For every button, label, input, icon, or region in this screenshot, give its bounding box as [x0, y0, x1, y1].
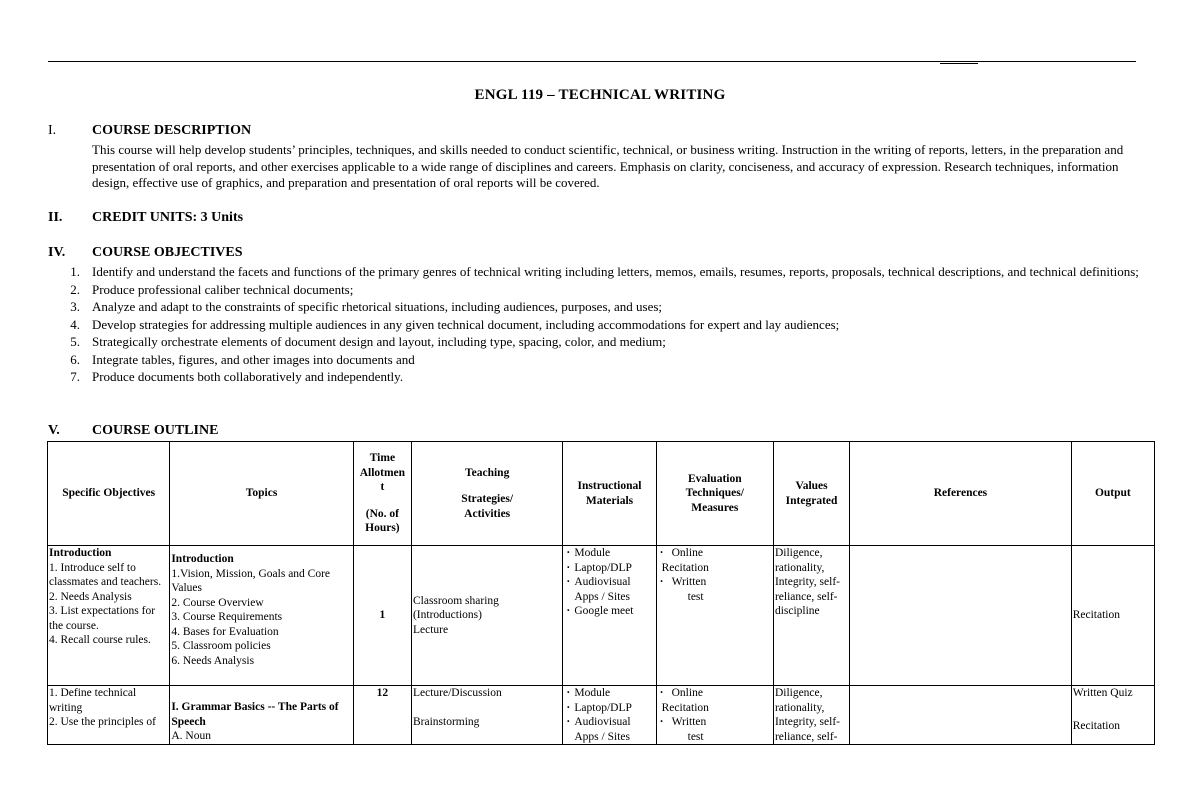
course-outline-table	[47, 441, 1155, 745]
material-item: · Laptop/DLP	[564, 561, 654, 576]
section-heading-objectives: COURSE OBJECTIVES	[92, 245, 243, 260]
teaching-line: Brainstorming	[412, 715, 480, 728]
header-specific-objectives	[48, 442, 170, 546]
cell-materials	[563, 686, 656, 745]
cell-time: 1	[353, 546, 411, 686]
objective-item	[64, 368, 1139, 386]
header-label: (No. of	[365, 507, 399, 520]
section-number-credit: II.	[48, 210, 63, 225]
objective-line: 2. Use the principles of	[49, 716, 156, 728]
objective-item	[64, 281, 1139, 299]
header-label: Values	[795, 480, 828, 492]
header-label: t	[380, 481, 385, 494]
objective-line: 1. Define technical writing	[49, 687, 137, 714]
topic-line: 3. Course Requirements	[171, 611, 283, 623]
header-label: Output	[1094, 487, 1131, 500]
objective-item	[64, 263, 1139, 281]
topic-line: 4. Bases for Evaluation	[171, 625, 279, 638]
header-label: Techniques/	[685, 487, 744, 500]
time-value: 12	[376, 687, 389, 699]
header-topics	[170, 442, 353, 546]
header-label: Measures	[691, 501, 739, 514]
header-label: Activities	[464, 507, 511, 520]
cell-objectives	[48, 686, 170, 745]
cell-references	[850, 686, 1072, 745]
objective-number: 4.	[70, 316, 80, 332]
header-output	[1071, 442, 1154, 546]
cell-evaluation	[656, 546, 773, 686]
cell-spacer	[413, 701, 561, 715]
teaching-line: Lecture/Discussion	[412, 687, 502, 699]
objective-line: 2. Needs Analysis	[49, 590, 132, 603]
evaluation-item: · Written	[658, 575, 772, 590]
material-item: · Module	[564, 686, 654, 701]
header-label: Evaluation	[687, 472, 742, 485]
objective-item	[64, 333, 1139, 351]
material-item: · Audiovisual Apps / Sites	[564, 575, 654, 604]
table-row	[48, 546, 1155, 686]
header-evaluation	[656, 442, 773, 546]
header-time-allotment	[353, 442, 411, 546]
objective-text: Develop strategies for addressing multiple audiences in any given technical document, including accommodations for expert and lay audiences;	[92, 316, 840, 332]
course-objectives-list	[64, 263, 1139, 386]
header-label: Teaching	[465, 466, 510, 479]
objective-item	[64, 298, 1139, 316]
cell-output: Recitation	[1071, 546, 1154, 686]
table-header-row	[48, 442, 1155, 546]
objective-text: Produce professional caliber technical documents;	[92, 281, 354, 297]
header-label: Materials	[585, 494, 634, 507]
objectives-title: Introduction	[49, 547, 112, 559]
section-number-objectives: IV.	[48, 245, 66, 260]
teaching-line: (Introductions)	[412, 609, 482, 622]
top-rule	[48, 61, 1136, 62]
objective-line: 3. List expectations for the course.	[49, 605, 156, 632]
objective-text: Strategically orchestrate elements of document design and layout, including type, spacing, color, and medium;	[92, 334, 666, 349]
cell-teaching	[411, 546, 562, 686]
cell-spacer	[1073, 701, 1153, 719]
header-label: References	[933, 487, 988, 500]
output-line: Written Quiz	[1072, 687, 1133, 699]
objective-item	[64, 351, 1139, 369]
course-description-text: This course will help develop students’ principles, techniques, and skills needed to conduct scientific, technical, or business writing. Instruction in the writing of reports, letters, in the preparation and presentation of oral reports, and other exercises applicable to a wide range of disciplines and careers. Emphasis on clarity, conciseness, and accuracy of expression. Research techniques, information design, effective use of graphics, and preparation and presentation of oral reports will be covered.	[92, 142, 1124, 190]
header-label: Specific Objectives	[62, 487, 156, 500]
header-label: Time	[369, 452, 396, 465]
cell-references	[850, 546, 1072, 686]
header-instructional-materials	[563, 442, 656, 546]
material-item: · Module	[564, 546, 654, 561]
evaluation-item-cont: test	[687, 590, 704, 603]
objective-text: Identify and understand the facets and functions of the primary genres of technical writing including letters, memos, emails, resumes, reports, proposals, technical descriptions, and technical definitions;	[92, 264, 1139, 279]
cell-evaluation	[656, 686, 773, 745]
values-text: Diligence, rationality, Integrity, self-reliance, self-	[774, 687, 840, 743]
objective-number: 5.	[70, 334, 80, 349]
objective-line: 1. Introduce self to classmates and teachers.	[49, 561, 162, 588]
topic-line: A. Noun	[171, 730, 211, 742]
table-row	[48, 686, 1155, 745]
topics-title: I. Grammar Basics -- The Parts of Speech	[171, 701, 339, 728]
material-item: · Laptop/DLP	[564, 701, 654, 716]
header-teaching-strategies	[411, 442, 562, 546]
topic-line: 5. Classroom policies	[171, 640, 271, 652]
objective-text: Integrate tables, figures, and other images into documents and	[92, 351, 415, 367]
document-title: ENGL 119 – TECHNICAL WRITING	[474, 87, 726, 103]
topic-line: 6. Needs Analysis	[171, 654, 255, 667]
cell-time	[353, 686, 411, 745]
cell-values: Diligence, rationality, Integrity, self-reliance, self-discipline	[773, 546, 849, 686]
header-values-integrated	[773, 442, 849, 546]
section-number-outline: V.	[48, 423, 60, 438]
topics-title: Introduction	[171, 553, 234, 565]
section-heading-credit: CREDIT UNITS: 3 Units	[92, 210, 244, 225]
topic-line: 2. Course Overview	[171, 596, 264, 609]
output-line: Recitation	[1072, 719, 1120, 732]
cell-topics	[170, 686, 353, 745]
evaluation-item: · Online	[658, 686, 772, 701]
teaching-line: Lecture	[412, 623, 449, 636]
evaluation-item-cont: test	[687, 730, 704, 743]
cell-topics	[170, 546, 353, 686]
objective-text: Analyze and adapt to the constraints of specific rhetorical situations, including audiences, purposes, and uses;	[92, 299, 663, 314]
cell-materials	[563, 546, 656, 686]
teaching-line: Classroom sharing	[412, 594, 499, 607]
objective-number: 7.	[70, 369, 80, 384]
header-label: Strategies/	[461, 493, 514, 506]
section-number-description: I.	[48, 123, 57, 138]
objective-number: 1.	[70, 264, 80, 279]
objective-text: Produce documents both collaboratively and independently.	[92, 369, 404, 384]
header-label: Allotmen	[359, 466, 406, 479]
top-rule-mark	[940, 63, 978, 64]
header-label: Integrated	[785, 494, 838, 507]
evaluation-item: · Online	[658, 546, 772, 561]
evaluation-item-cont: Recitation	[661, 561, 709, 574]
section-heading-outline: COURSE OUTLINE	[92, 423, 219, 438]
header-spacer	[413, 480, 561, 492]
header-label: Topics	[245, 487, 278, 500]
evaluation-item: · Written	[658, 715, 772, 730]
topic-line: 1.Vision, Mission, Goals and Core Values	[171, 567, 331, 594]
header-spacer	[355, 495, 410, 507]
objective-number: 6.	[70, 351, 80, 367]
header-references	[850, 442, 1072, 546]
cell-spacer	[171, 686, 351, 700]
header-label: Instructional	[577, 480, 642, 492]
material-item: · Google meet	[564, 604, 654, 619]
objective-number: 2.	[70, 281, 80, 297]
cell-teaching	[411, 686, 562, 745]
section-heading-description: COURSE DESCRIPTION	[92, 123, 252, 138]
cell-objectives	[48, 546, 170, 686]
cell-output	[1071, 686, 1154, 745]
header-label: Hours)	[365, 522, 400, 535]
evaluation-item-cont: Recitation	[661, 701, 709, 714]
material-item: · Audiovisual Apps / Sites	[564, 715, 654, 744]
objective-item	[64, 316, 1139, 334]
objective-number: 3.	[70, 299, 80, 314]
cell-values	[773, 686, 849, 745]
objective-line: 4. Recall course rules.	[49, 634, 151, 646]
